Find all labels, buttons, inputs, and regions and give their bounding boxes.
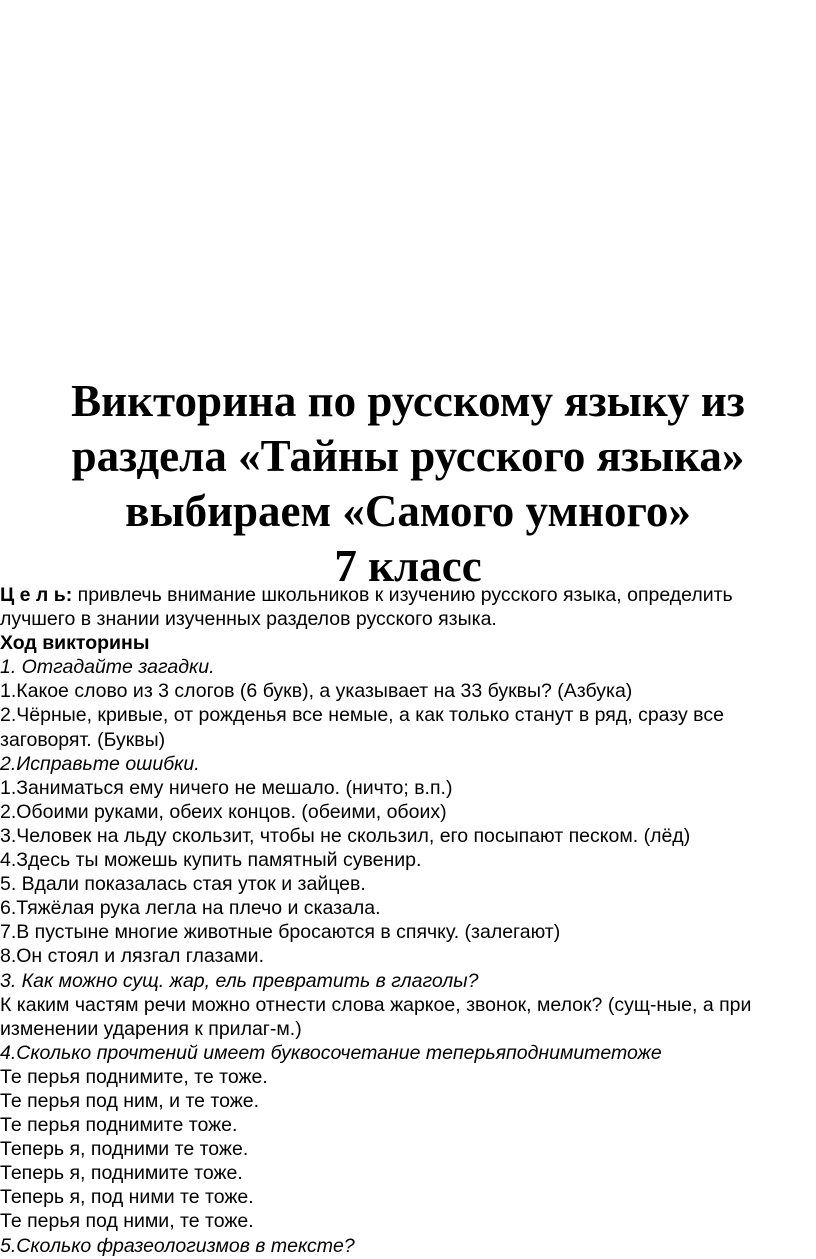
section-2-item: 2.Обоими руками, обеих концов. (обеими, обоих) <box>0 800 447 823</box>
section-4-heading: 4.Сколько прочтений имеет буквосочетание теперьяподнимитетоже <box>0 1041 662 1064</box>
document-body <box>0 583 816 1258</box>
section-3-item: К каким частям речи можно отнести слова жаркое, звонок, мелок? (сущ-ные, а при <box>0 993 752 1016</box>
section-3-item: изменении ударения к прилаг-м.) <box>0 1017 302 1040</box>
title-line-3: выбираем «Самого умного» <box>125 486 691 536</box>
section-4-item: Теперь я, под ними те тоже. <box>0 1186 254 1209</box>
section-2-item: 6.Тяжёлая рука легла на плечо и сказала. <box>0 897 381 920</box>
goal-text: привлечь внимание школьников к изучению русского языка, определить <box>72 584 733 606</box>
title-line-4-grade: 7 класс <box>334 541 482 591</box>
section-4-item: Теперь я, подними те тоже. <box>0 1138 249 1161</box>
goal-label: Ц е л ь: <box>0 584 73 606</box>
title-line-1: Викторина по русскому языку из <box>71 376 745 426</box>
section-4-item: Те перья под ним, и те тоже. <box>0 1089 260 1112</box>
section-1-item: 2.Чёрные, кривые, от рожденья все немые, а как только станут в ряд, сразу все <box>0 704 724 727</box>
section-1-item: 1.Какое слово из 3 слогов (6 букв), а указывает на 33 буквы? (Азбука) <box>0 680 633 703</box>
goal-text-continued: лучшего в знании изученных разделов русского языка. <box>0 608 497 631</box>
section-2-item: 3.Человек на льду скользит, чтобы не скользил, его посыпают песком. (лёд) <box>0 824 691 847</box>
section-2-item: 1.Заниматься ему ничего не мешало. (ничто; в.п.) <box>0 776 453 799</box>
title-line-2: раздела «Тайны русского языка» <box>71 431 745 481</box>
section-2-item: 4.Здесь ты можешь купить памятный сувенир. <box>0 849 422 872</box>
section-4-item: Те перья поднимите, те тоже. <box>0 1065 268 1088</box>
section-2-heading: 2.Исправьте ошибки. <box>0 752 200 775</box>
section-2-item: 5. Вдали показалась стая уток и зайцев. <box>0 873 366 896</box>
section-3-heading: 3. Как можно сущ. жар, ель превратить в глаголы? <box>0 969 479 992</box>
section-1-heading: 1. Отгадайте загадки. <box>0 656 215 679</box>
section-4-item: Те перья поднимите тоже. <box>0 1114 238 1137</box>
document-title <box>0 374 816 594</box>
section-5-heading: 5.Сколько фразеологизмов в тексте? <box>0 1234 355 1257</box>
section-1-item: заговорят. (Буквы) <box>0 728 166 751</box>
section-4-item: Теперь я, поднимите тоже. <box>0 1162 243 1185</box>
section-4-item: Те перья под ними, те тоже. <box>0 1210 254 1233</box>
section-2-item: 7.В пустыне многие животные бросаются в спячку. (залегают) <box>0 921 561 944</box>
course-heading: Ход викторины <box>0 632 150 655</box>
section-2-item: 8.Он стоял и лязгал глазами. <box>0 945 264 968</box>
goal-paragraph <box>0 583 816 607</box>
